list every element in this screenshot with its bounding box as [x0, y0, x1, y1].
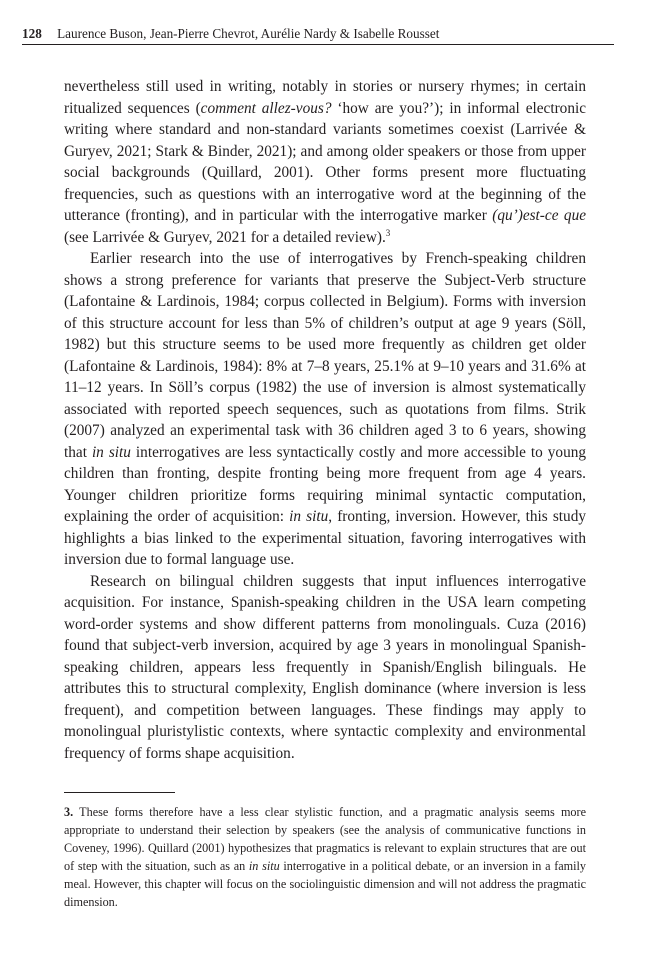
text-run: nevertheless still used in writing, notably in stories or nursery rhymes; in certain ritualized sequences (: [64, 78, 586, 117]
text-run: ‘how are you?’); in informal electronic writing where standard and non-standard variants sometimes coexist (Larrivée & Guryev, 2021; Stark & Binder, 2021); and among older speakers or those from upper social backgrounds (Quillard, 2001). Other forms present more fluctuating frequencies, such as questions with an interrogative word at the beginning of the utterance (fronting), and in particular with the interrogative marker: [64, 99, 587, 224]
paragraph-1: [64, 76, 586, 248]
header-rule: [22, 44, 614, 45]
paragraph-2: [64, 248, 586, 571]
footnote-rule: [64, 792, 175, 793]
text-run: Research on bilingual children suggests that input influences interrogative acquisition. For instance, Spanish-speaking children in the USA learn competing word-order systems and show different patterns from monolinguals. Cuza (2016) found that subject-verb inversion, acquired by age 3 years in monolingual Spanish-speaking children, appears less frequently in Spanish/English bilinguals. He attributes this to structural complexity, English dominance (where inversion is less frequent), and competition between languages. These findings may apply to monolingual pluristylistic contexts, where syntactic complexity and environmental frequency of forms shape acquisition.: [64, 572, 586, 762]
text-run: interrogatives are less syntactically costly and more accessible to young children than fronting, despite fronting being more frequent from age 4 years. Younger children prioritize forms requiring minimal syntactic computation, explaining the order of acquisition:: [64, 443, 587, 525]
emphasis: in situ: [248, 859, 280, 873]
emphasis: comment allez-vous?: [200, 99, 332, 117]
emphasis: in situ: [91, 443, 131, 461]
text-run: These forms therefore have a less clear stylistic function, and a pragmatic analysis seems more appropriate to understand their selection by speakers (see the analysis of communicative functions in Coveney, 1996). Quillard (2001) hypothesizes that pragmatics is relevant to explain structures that are out of step with the situation, such as an: [64, 805, 586, 873]
paragraph-3: [64, 571, 586, 765]
page-number: 128: [22, 26, 42, 41]
text-run: Earlier research into the use of interrogatives by French-speaking children shows a strong preference for variants that preserve the Subject-Verb structure (Lafontaine & Lardinois, 1984; corpus collected in Belgium). Forms with inversion of this structure account for less than 5% of children’s output at age 9 years (Söll, 1982) but this structure seems to be used more frequently as children get older (Lafontaine & Lardinois, 1984): 8% at 7–8 years, 25.1% at 9–10 years and 31.6% at 11–12 years. In Söll’s corpus (1982) the use of inversion is almost systematically associated with reported speech sequences, such as quotations from films. Strik (2007) analyzed an experimental task with 36 children aged 3 to 6 years, showing that: [64, 250, 586, 461]
running-head: [22, 26, 614, 42]
text-run: , fronting, inversion. However, this study highlights a bias linked to the experimental situation, favoring interrogatives with inversion due to formal language use.: [64, 508, 586, 568]
emphasis: (qu’)est-ce que: [492, 207, 587, 224]
footnote: [64, 803, 586, 911]
emphasis: in situ: [289, 508, 329, 525]
text-run: (see Larrivée & Guryev, 2021 for a detailed review).: [64, 228, 386, 246]
text-run: interrogative in a political debate, or an inversion in a family meal. However, this chapter will focus on the sociolinguistic dimension and will not address the pragmatic dimension.: [64, 859, 587, 909]
main-text: [64, 76, 586, 764]
running-head-authors: Laurence Buson, Jean-Pierre Chevrot, Aurélie Nardy & Isabelle Rousset: [57, 26, 440, 41]
footnote-marker[interactable]: 3: [385, 227, 391, 238]
footnote-3: [64, 803, 586, 911]
footnote-number: 3.: [64, 805, 74, 819]
